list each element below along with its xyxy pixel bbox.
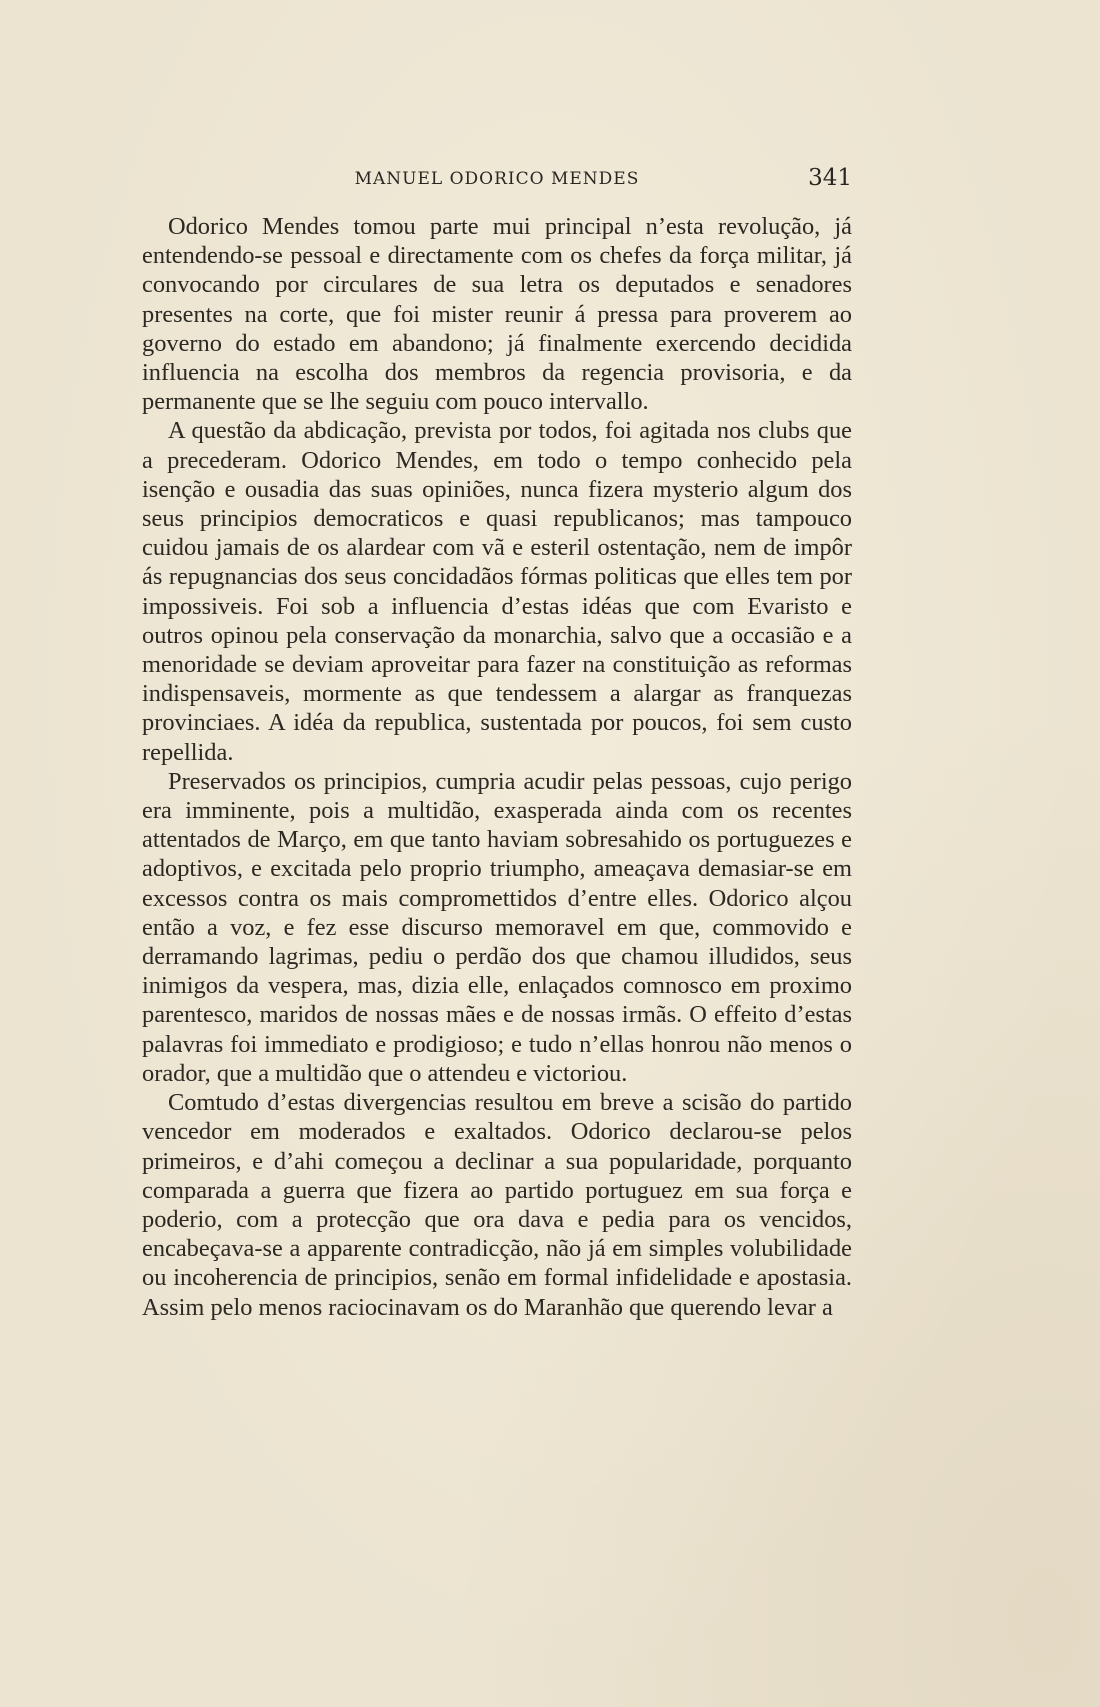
paragraph-speech: Preservados os principios, cumpria acudir pelas pessoas, cujo perigo era imminente, pois a multidão, exasperada ainda com os recentes attentados de Março, em que tanto haviam sobresahido os portuguezes e adoptivos, e excitada pelo proprio triumpho, ameaçava demasiar-se em excessos contra os mais compromettidos d’entre elles. Odorico alçou então a voz, e fez esse discurso memoravel em que, commovido e derramando lagrimas, pediu o perdão dos que chamou illudidos, seus inimigos da vespera, mas, dizia elle, enlaçados comnosco em proximo parentesco, maridos de nossas mães e de nossas irmãs. O effeito d’estas palavras foi immediato e prodigioso; e tudo n’ellas honrou não menos o orador, que a multidão que o attendeu e victoriou. bbox=[142, 767, 852, 1087]
paragraph-abdication: A questão da abdicação, prevista por todos, foi agitada nos clubs que a precederam. Odorico Mendes, em todo o tempo conhecido pela isenção e ousadia das suas opiniões, nunca fizera mysterio algum dos seus principios democraticos e quasi republicanos; mas tampouco cuidou jamais de os alardear com vã e esteril ostentação, nem de impôr ás repugnancias dos seus concidadãos fórmas politicas que elles tem por impossiveis. Foi sob a influencia d’estas idéas que com Evaristo e outros opinou pela conservação da monarchia, salvo que a occasião e a menoridade se deviam aproveitar para fazer na constituição as reformas indispensaveis, mormente as que tendessem a alargar as franquezas provinciaes. A idéa da republica, sustentada por poucos, foi sem custo repellida. bbox=[142, 417, 852, 766]
running-title: MANUEL ODORICO MENDES bbox=[354, 169, 640, 189]
paragraph-divergences: Comtudo d’estas divergencias resultou em breve a scisão do partido vencedor em moderados e exaltados. Odorico declarou-se pelos primeiros, e d’ahi começou a declinar a sua popularidade, porquanto comparada a guerra que fizera ao partido portuguez em sua força e poderio, com a protecção que ora dava e pedia para os vencidos, encabeçava-se a apparente contradicção, não já em simples volubilidade ou incoherencia de principios, senão em formal infidelidade e apostasia. Assim pelo menos raciocinavam os do Maranhão que querendo levar a bbox=[142, 1089, 852, 1321]
body-text bbox=[142, 212, 852, 1322]
page-number: 341 bbox=[808, 165, 852, 191]
running-head bbox=[142, 165, 852, 199]
paragraph-revolution: Odorico Mendes tomou parte mui principal n’esta revolução, já entendendo-se pessoal e directamente com os chefes da força militar, já convocando por circulares de sua letra os deputados e senadores presentes na corte, que foi mister reunir á pressa para proverem ao governo do estado em abandono; já finalmente exercendo decidida influencia na escolha dos membros da regencia provisoria, e da permanente que se lhe seguiu com pouco intervallo. bbox=[142, 213, 852, 416]
